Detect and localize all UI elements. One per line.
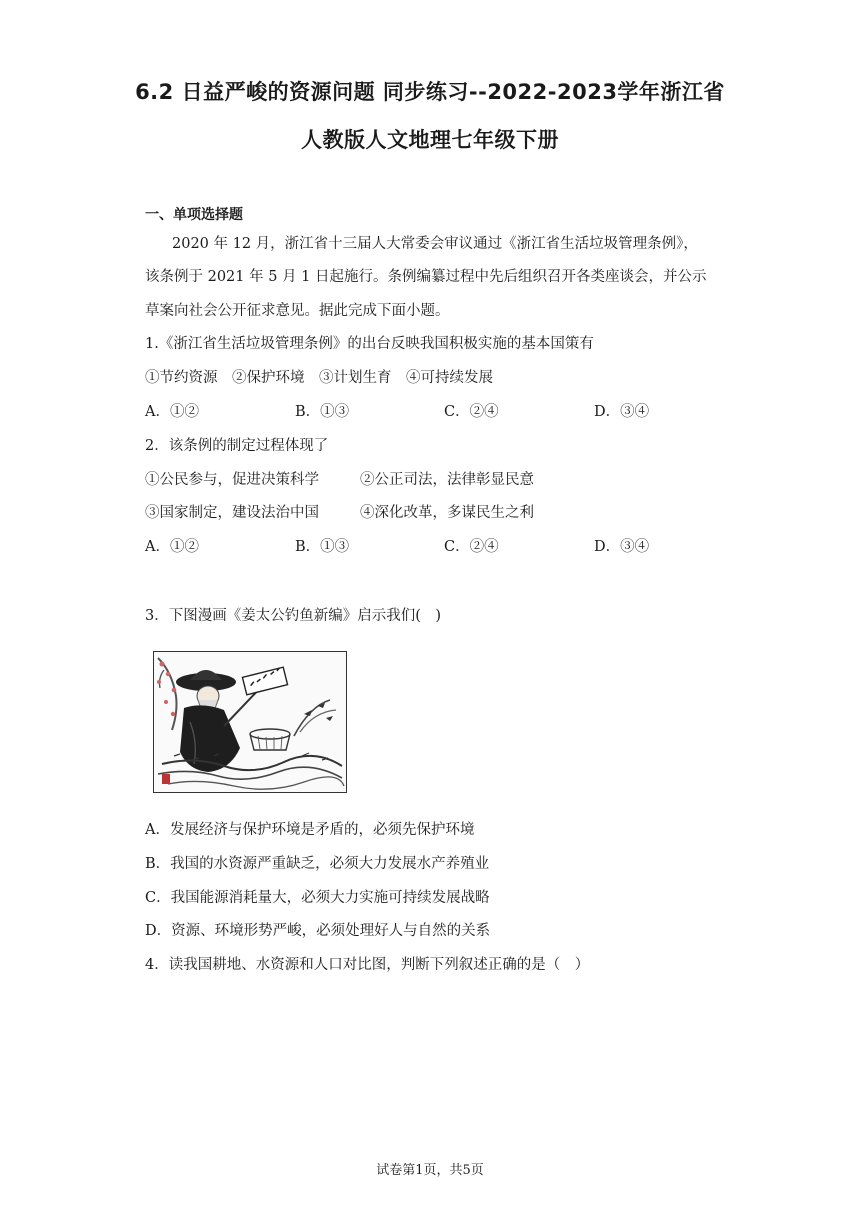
document-title-line-2: 人教版人文地理七年级下册 xyxy=(301,128,559,152)
question-1-items: ①节约资源 ②保护环境 ③计划生育 ④可持续发展 xyxy=(145,370,493,386)
passage-line-3: 草案向社会公开征求意见。据此完成下面小题。 xyxy=(145,303,450,319)
question-3-option-d[interactable]: D．资源、环境形势严峻，必须处理好人与自然的关系 xyxy=(145,923,491,939)
question-1-option-b[interactable]: B．①③ xyxy=(295,404,350,420)
section-heading: 一、单项选择题 xyxy=(145,207,243,223)
question-1-option-a[interactable]: A．①② xyxy=(145,404,199,420)
question-3-option-a[interactable]: A．发展经济与保护环境是矛盾的，必须先保护环境 xyxy=(145,822,475,838)
question-2-item-2: ②公正司法，法律彰显民意 xyxy=(360,472,534,488)
question-2-option-b[interactable]: B．①③ xyxy=(295,539,350,555)
question-1-stem: 1.《浙江省生活垃圾管理条例》的出台反映我国积极实施的基本国策有 xyxy=(145,336,594,352)
question-3-option-b[interactable]: B．我国的水资源严重缺乏，必须大力发展水产养殖业 xyxy=(145,856,490,872)
question-3-stem: 3．下图漫画《姜太公钓鱼新编》启示我们( ) xyxy=(145,608,442,624)
question-1-option-c[interactable]: C．②④ xyxy=(444,404,499,420)
question-2-option-a[interactable]: A．①② xyxy=(145,539,199,555)
question-2-option-c[interactable]: C．②④ xyxy=(444,539,499,555)
question-2-stem: 2．该条例的制定过程体现了 xyxy=(145,438,329,454)
question-1-option-d[interactable]: D．③④ xyxy=(594,404,650,420)
question-3-option-c[interactable]: C．我国能源消耗量大，必须大力实施可持续发展战略 xyxy=(145,890,490,906)
question-2-item-4: ④深化改革，多谋民生之利 xyxy=(360,505,534,521)
passage-line-1: 2020 年 12 月，浙江省十三届人大常委会审议通过《浙江省生活垃圾管理条例》， xyxy=(172,236,698,252)
cartoon-image xyxy=(153,651,347,793)
passage-line-2: 该条例于 2021 年 5 月 1 日起施行。条例编纂过程中先后组织召开各类座谈会，并公示 xyxy=(145,269,707,285)
cartoon-illustration xyxy=(154,652,346,792)
page-footer: 试卷第1页，共5页 xyxy=(376,1163,484,1178)
question-2-item-1: ①公民参与，促进决策科学 xyxy=(145,472,319,488)
document-title-line-1: 6.2 日益严峻的资源问题 同步练习--2022-2023学年浙江省 xyxy=(135,80,725,104)
question-2-item-3: ③国家制定，建设法治中国 xyxy=(145,505,319,521)
question-4-stem: 4．读我国耕地、水资源和人口对比图，判断下列叙述正确的是（ ） xyxy=(145,957,590,973)
question-2-option-d[interactable]: D．③④ xyxy=(594,539,650,555)
